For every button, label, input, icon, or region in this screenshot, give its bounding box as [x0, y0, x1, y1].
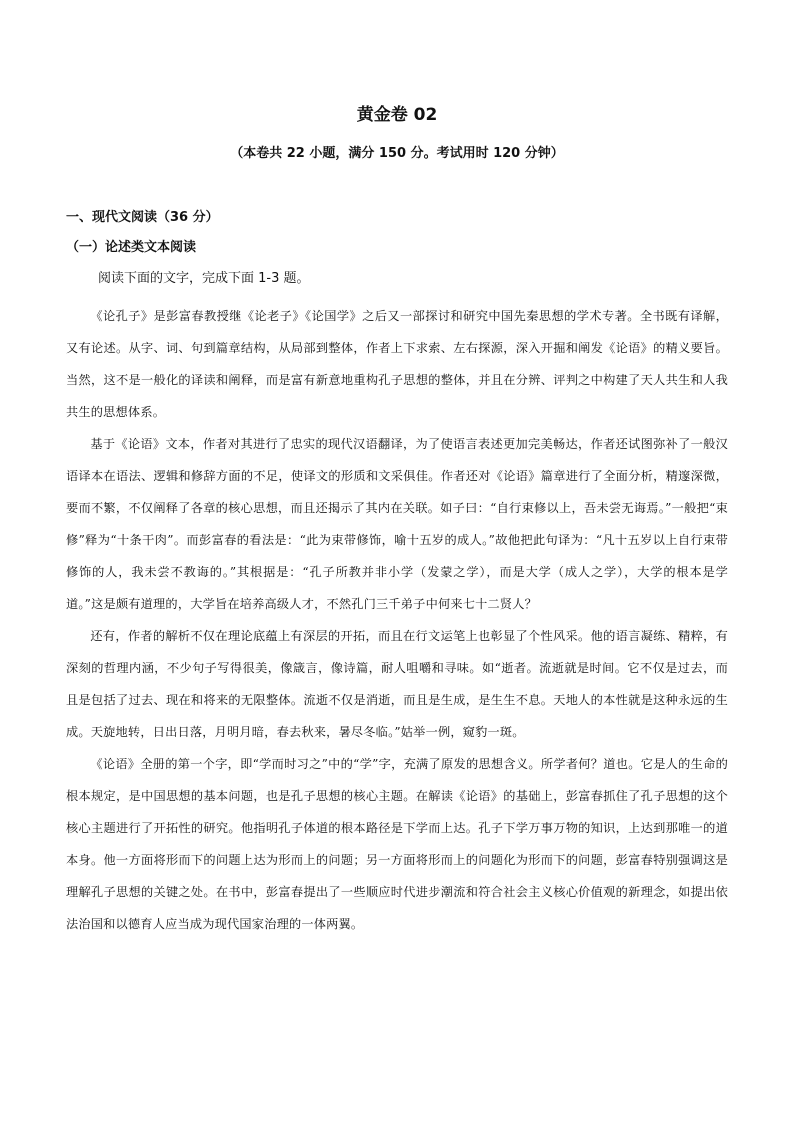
- exam-title: 黄金卷 02: [356, 105, 438, 125]
- exam-subtitle: （本卷共 22 小题，满分 150 分。考试用时 120 分钟）: [230, 146, 564, 161]
- reading-instruction: 阅读下面的文字，完成下面 1-3 题。: [98, 271, 310, 286]
- passage-paragraph-4: 《论语》全册的第一个字，即“学而时习之”中的“学”字，充满了原发的思想含义。所学者何？道也。它是人的生命的根本规定，是中国思想的基本问题，也是孔子思想的核心主题。在解读《论语》的基础上，彭富春抓住了孔子思想的这个核心主题进行了开拓性的研究。他指明孔子体道的根本路径是下学而上达。孔子下学万事万物的知识，上达到那唯一的道本身。他一方面将形而下的问题上达为形而上的问题；另一方面将形而上的问题化为形而下的问题，彭富春特别强调这是理解孔子思想的关键之处。在书中，彭富春提出了一些顺应时代进步潮流和符合社会主义核心价值观的新理念，如提出依法治国和以德育人应当成为现代国家治理的一体两翼。: [66, 757, 728, 931]
- passage-paragraph-2: 基于《论语》文本，作者对其进行了忠实的现代汉语翻译，为了使语言表述更加完美畅达，作者还试图弥补了一般汉语译本在语法、逻辑和修辞方面的不足，使译文的形质和文采俱佳。作者还对《论语》篇章进行了全面分析，精邃深微，要而不繁，不仅阐释了各章的核心思想，而且还揭示了其内在关联。如子曰：“自行束修以上，吾未尝无诲焉。”一般把“束修”释为“十条干肉”。而彭富春的看法是：“此为束带修饰，喻十五岁的成人。”故他把此句译为：“凡十五岁以上自行束带修饰的人，我未尝不教诲的。”其根据是：“孔子所教并非小学（发蒙之学），而是大学（成人之学），大学的根本是学道。”这是颇有道理的，大学旨在培养高级人才，不然孔门三千弟子中何来七十二贤人？: [66, 437, 728, 611]
- sub-section-heading: （一）论述类文本阅读: [66, 240, 197, 255]
- passage-paragraph-1: 《论孔子》是彭富春教授继《论老子》《论国学》之后又一部探讨和研究中国先秦思想的学术专著。全书既有译解，又有论述。从字、词、句到篇章结构，从局部到整体，作者上下求索、左右探源，深入开掘和阐发《论语》的精义要旨。当然，这不是一般化的译读和阐释，而是富有新意地重构孔子思想的整体，并且在分辨、评判之中构建了天人共生和人我共生的思想体系。: [66, 309, 728, 419]
- section-heading: 一、现代文阅读（36 分）: [66, 210, 219, 225]
- passage-paragraph-3: 还有，作者的解析不仅在理论底蕴上有深层的开拓，而且在行文运笔上也彰显了个性风采。他的语言凝练、精粹，有深刻的哲理内涵，不少句子写得很美，像箴言，像诗篇，耐人咀嚼和寻味。如“逝者。流逝就是时间。它不仅是过去，而且是包括了过去、现在和将来的无限整体。流逝不仅是消逝，而且是生成，是生生不息。天地人的本性就是这种永远的生成。天旋地转，日出日落，月明月暗，春去秋来，暑尽冬临。”姑举一例，窥豹一斑。: [66, 629, 728, 739]
- reading-passage: [66, 300, 728, 940]
